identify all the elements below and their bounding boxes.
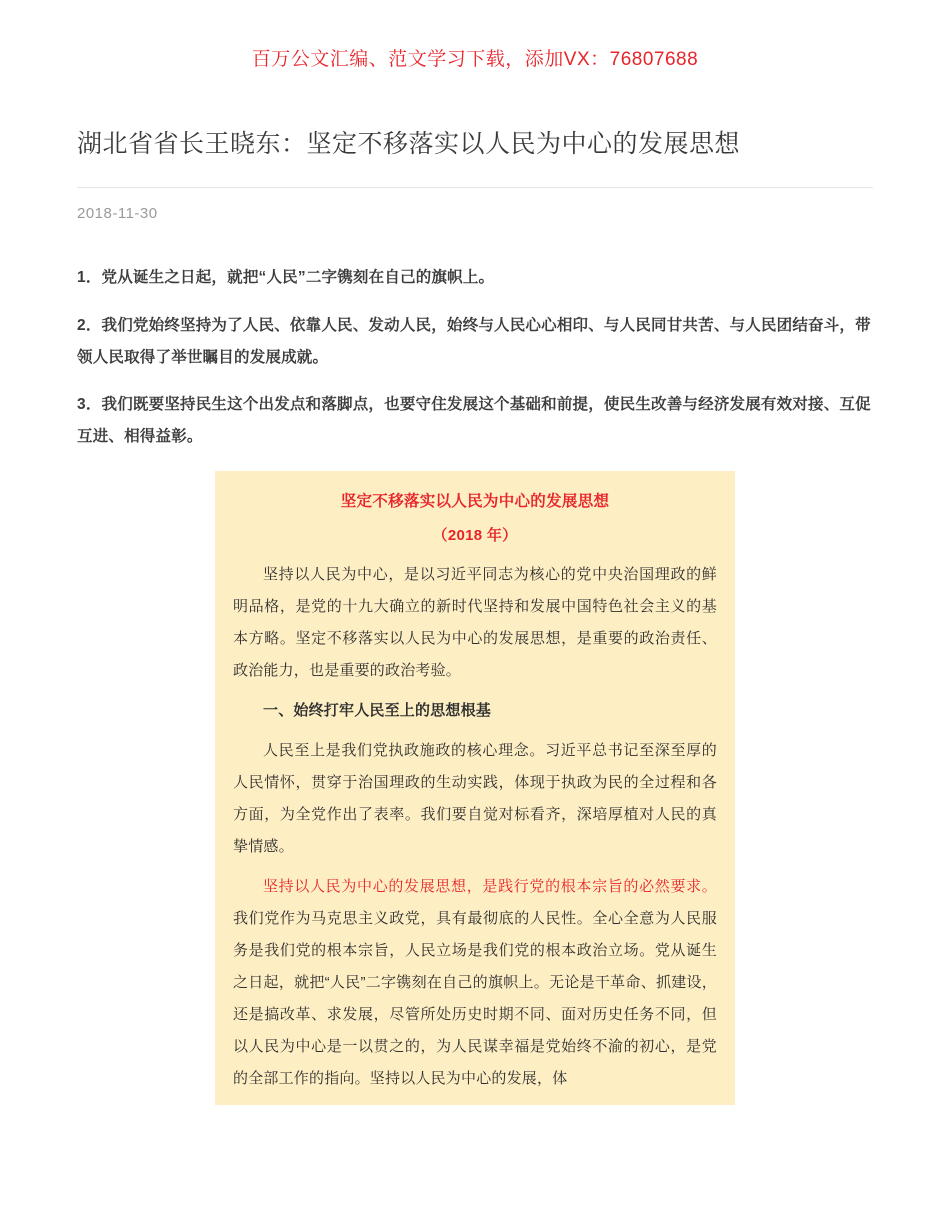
promo-banner: 百万公文汇编、范文学习下载，添加VX：76807688 [251,49,699,70]
document-paragraph: 人民至上是我们党执政施政的核心理念。习近平总书记至深至厚的人民情怀，贯穿于治国理政的生动实践，体现于执政为民的全过程和各方面，为全党作出了表率。我们要自觉对标看齐，深培厚植对人民的真挚情感。 [233,742,717,855]
highlighted-document-excerpt [215,471,735,1105]
document-paragraph [233,871,717,1095]
article-date: 2018-11-30 [77,205,158,222]
list-item: 2．我们党始终坚持为了人民、依靠人民、发动人民，始终与人民心心相印、与人民同甘共苦、与人民团结奋斗，带领人民取得了举世瞩目的发展成就。 [77,316,871,366]
page-title: 湖北省省长王晓东：坚定不移落实以人民为中心的发展思想 [77,130,741,158]
document-section-heading: 一、始终打牢人民至上的思想根基 [263,702,492,719]
highlighted-sentence: 坚持以人民为中心的发展思想，是践行党的根本宗旨的必然要求。 [263,878,717,895]
paragraph-remainder: 我们党作为马克思主义政党，具有最彻底的人民性。全心全意为人民服务是我们党的根本宗旨，人民立场是我们党的根本政治立场。党从诞生之日起，就把“人民”二字镌刻在自己的旗帜上。无论是干革命、抓建设，还是搞改革、求发展，尽管所处历史时期不同、面对历史任务不同，但以人民为中心是一以贯之的，为人民谋幸福是党始终不渝的初心，是党的全部工作的指向。坚持以人民为中心的发展，体 [233,910,717,1087]
document-title: 坚定不移落实以人民为中心的发展思想 [340,493,610,510]
lead-points-list [75,262,875,453]
document-paragraph: 坚持以人民为中心，是以习近平同志为核心的党中央治国理政的鲜明品格，是党的十九大确立的新时代坚持和发展中国特色社会主义的基本方略。坚定不移落实以人民为中心的发展思想，是重要的政治责任、政治能力，也是重要的政治考验。 [233,566,717,679]
list-item: 1．党从诞生之日起，就把“人民”二字镌刻在自己的旗帜上。 [77,269,495,286]
document-subtitle: （2018 年） [432,527,518,544]
article-content [75,125,875,1105]
title-divider [77,187,873,188]
list-item: 3．我们既要坚持民生这个出发点和落脚点，也要守住发展这个基础和前提，使民生改善与经济发展有效对接、互促互进、相得益彰。 [77,396,871,445]
